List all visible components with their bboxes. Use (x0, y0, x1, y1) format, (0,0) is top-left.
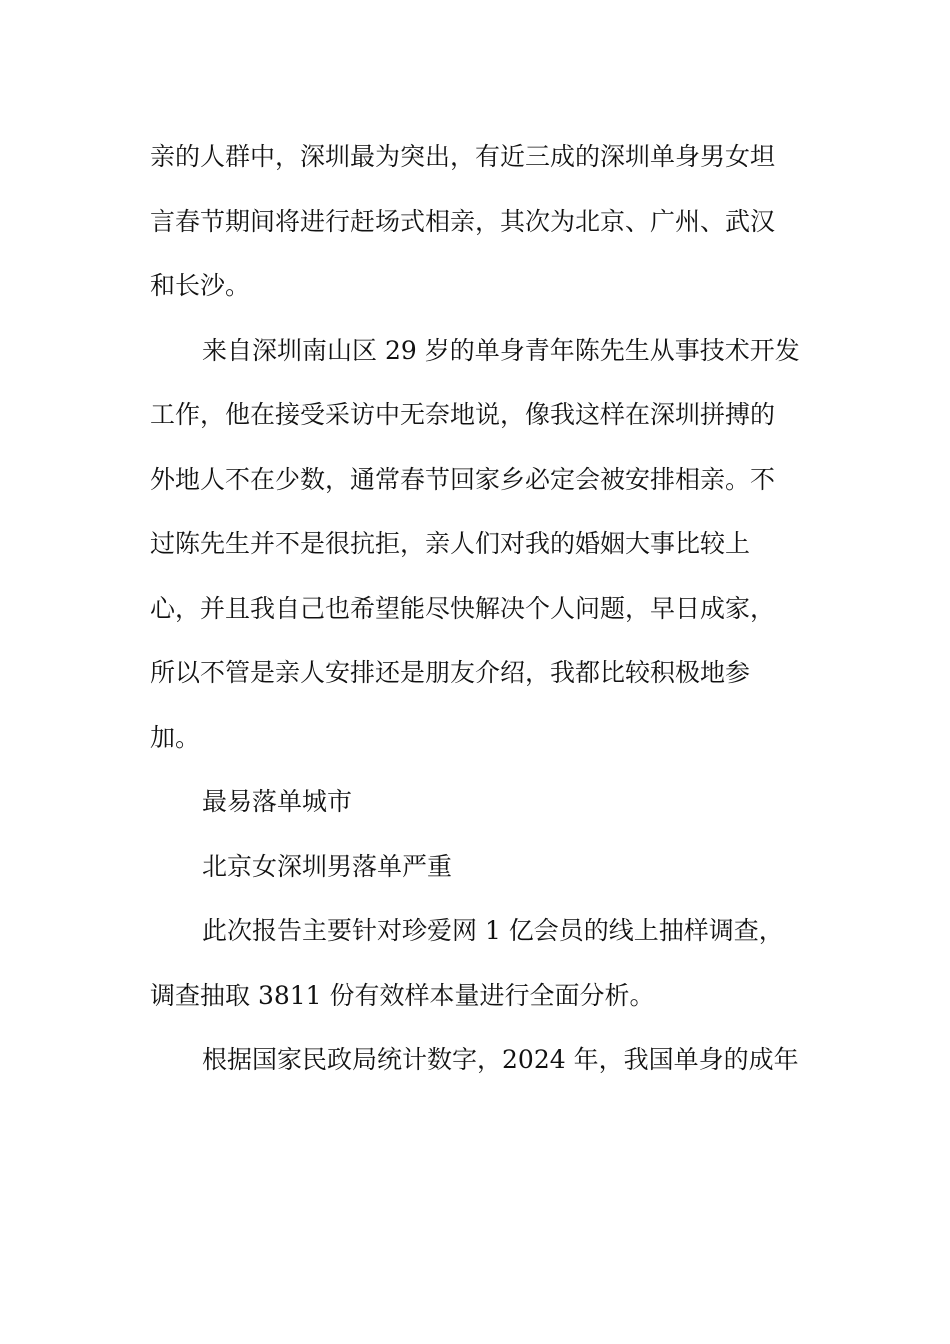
text-line: 加。 (150, 722, 201, 752)
text-line: 工作，他在接受采访中无奈地说，像我这样在深圳拼搏的 (150, 400, 776, 429)
paragraph-statistics (150, 1028, 800, 1093)
paragraph-interview (150, 319, 800, 771)
text-line: 此次报告主要针对珍爱网 1 亿会员的线上抽样调查， (202, 916, 784, 945)
section-heading (150, 770, 800, 835)
text-line: 和长沙。 (150, 271, 251, 300)
document-body (150, 125, 800, 1093)
text-line: 过陈先生并不是很抗拒，亲人们对我的婚姻大事比较上 (150, 529, 751, 558)
text-line: 亲的人群中，深圳最为突出，有近三成的深圳单身男女坦 (150, 142, 776, 171)
text-line: 心，并且我自己也希望能尽快解决个人问题，早日成家， (150, 593, 776, 623)
text-line: 外地人不在少数，通常春节回家乡必定会被安排相亲。不 (150, 464, 776, 494)
text-line: 最易落单城市 (202, 787, 353, 816)
section-subheading (150, 835, 800, 900)
text-line: 北京女深圳男落单严重 (202, 851, 453, 881)
text-line: 所以不管是亲人安排还是朋友介绍，我都比较积极地参 (150, 658, 751, 687)
text-line: 根据国家民政局统计数字，2024 年，我国单身的成年 (202, 1045, 799, 1074)
text-line: 来自深圳南山区 29 岁的单身青年陈先生从事技术开发 (202, 335, 800, 365)
text-line: 言春节期间将进行赶场式相亲，其次为北京、广州、武汉 (150, 206, 776, 236)
paragraph-continuation (150, 125, 800, 319)
text-line: 调查抽取 3811 份有效样本量进行全面分析。 (150, 980, 655, 1010)
paragraph-survey (150, 899, 800, 1028)
